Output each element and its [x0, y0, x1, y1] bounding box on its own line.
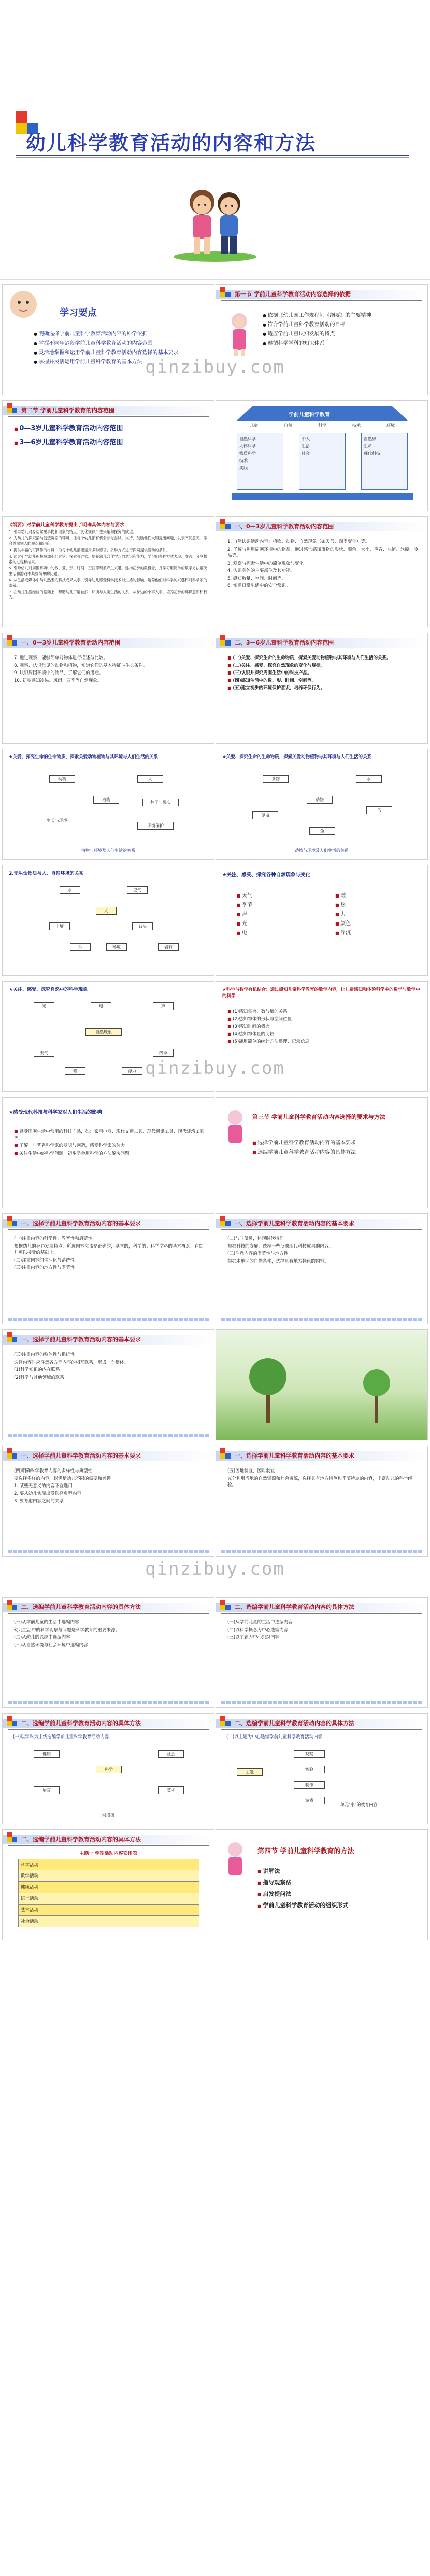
- doll-illustration-icon: [223, 1108, 247, 1150]
- slide-requirements-4: [2, 1446, 214, 1557]
- method-item: ■ 讲解法: [257, 1866, 419, 1877]
- method-item: ■ 指导观察法: [257, 1878, 419, 1888]
- range-item: ■ (三)认识并探究周围生活中的科技产品。: [227, 670, 419, 677]
- slide-animal-diagram: [216, 749, 428, 860]
- diagram-node: 动物: [307, 796, 333, 804]
- math-item: ■ (2)感知物体的形状与空间位置: [227, 1016, 419, 1023]
- network-node: 观察: [294, 1750, 325, 1758]
- page-remainder: [0, 1950, 430, 2576]
- diagram-node: 水: [60, 886, 80, 894]
- slide-requirements-5: [216, 1446, 428, 1557]
- slide-methods-1: [2, 1597, 214, 1708]
- title-accent-red: [16, 111, 27, 123]
- technology-item: ■ 了解一些著名科学家的发明与创造，感受科学家的伟大。: [14, 1143, 206, 1150]
- method-item: (三)以主题为中心组织内容: [227, 1635, 280, 1640]
- diagram-node: 人: [137, 775, 163, 783]
- math-item: ■ (5)能用简单的统计方法整理、记录信息: [227, 1039, 419, 1045]
- diagram-node: 自然现象: [85, 1028, 122, 1036]
- diagram-node: 种子与果实: [142, 799, 179, 806]
- requirement-item: 根据幼儿的身心发展特点，所选内容应该是正确的，基本的，科学的；科学学科的基本概念，在幼儿可以接受的基础上。: [14, 1243, 204, 1255]
- slide-heading: ★关爱、探究生命的生命物质，探索关爱动物植物与其环境与人们生活的关系: [222, 754, 372, 760]
- basis-item: ● 遵循科学学科的知识体系: [263, 340, 419, 348]
- pillar-item: 人体科学: [239, 444, 256, 449]
- slide-heading: ★关爱、探究生命的生命物质，探索关爱动物植物与其环境与人们生活的关系: [9, 754, 159, 760]
- slide-section3: [216, 1097, 428, 1208]
- phenomenon-item: ■ 力: [335, 910, 413, 919]
- network-node: 制作: [294, 1781, 325, 1789]
- watermark: qinzibuy.com: [145, 1058, 285, 1079]
- diagram-caption: 动物与环境及人们生活的关系: [295, 848, 349, 853]
- slide-section4: [216, 1829, 428, 1940]
- slide-heading: 第四节 学前儿童科学教育的方法: [257, 1847, 354, 1855]
- slide-range-3-6: [216, 633, 428, 744]
- slide-theme-network: [216, 1713, 428, 1824]
- learning-point: ● 掌握并灵活运用学前儿童科学教育的基本方法: [34, 358, 206, 367]
- requirement-item: (三)注意内容的季节性与地方性: [227, 1251, 289, 1256]
- diagram-node: 食物: [263, 775, 289, 783]
- slide-range-0-3-cont: [2, 633, 214, 744]
- range-item: 4. 认识身体的主要部位及其功能。: [227, 568, 295, 573]
- table-row: 语言活动: [18, 1893, 199, 1905]
- range-item: ■ 3—6岁儿童科学教育活动内容范围: [14, 437, 206, 450]
- slide-math-science: [216, 981, 428, 1092]
- slide-heading: 一、选择学前儿童科学教育活动内容的基本要求: [21, 1336, 141, 1343]
- diagram-node: 声: [153, 1002, 174, 1010]
- diagram-node: 昆虫: [252, 811, 278, 819]
- range-item: ■ (一)关爱、探究生命的生命物质，探索关爱动物植物与其环境与人们生活的关系。: [227, 655, 419, 662]
- outline-item: 5. 引导幼儿对周围环境中的数、量、形、时间、空间等现象产生兴趣，建构初步的数概念，并学习用简单的数学方法解决生活和游戏中某些简单的问题。: [9, 566, 207, 576]
- pillar-item: 生命: [364, 444, 372, 449]
- table-row: 健康活动: [18, 1882, 199, 1893]
- diagram-node: 沙: [70, 943, 91, 951]
- slide-section2: [2, 400, 214, 511]
- doll-illustration-icon: [223, 1840, 247, 1882]
- diagram-caption: 植物与环境及人们生活的关系: [81, 848, 135, 853]
- range-item: ■ (四)感知生活中的数、形、时间、空间等。: [227, 678, 419, 684]
- method-item: 幼儿生活中的科学现象与问题是科学教育的重要来源。: [14, 1627, 120, 1633]
- slide-heading: 第二节 学前儿童科学教育的内容范围: [21, 407, 114, 414]
- slide-natural-phenomena: [216, 865, 428, 976]
- slide-heading: 一、选择学前儿童科学教育活动内容的基本要求: [21, 1220, 141, 1227]
- slide-heading: 一、0—3岁儿童科学教育活动内容范围: [235, 523, 334, 530]
- range-item: 10. 初步感知冷热、风雨、四季等自然现象。: [14, 678, 102, 683]
- slide-phenomena-diagram: [2, 981, 214, 1092]
- outline-item: 6. 从生活或媒体中幼儿熟悉的科技成果入手，引导幼儿感受科学技术对生活的影响，培养他们对科学的兴趣和对科学家的崇敬。: [9, 578, 207, 588]
- range-item: 2. 了解与利用周围环境中的物品，通过感官感知事物的形状、颜色、大小、声音、味道、软硬、冷热等。: [227, 547, 418, 558]
- slide-heading: 一、选择学前儿童科学教育活动内容的基本要求: [21, 1452, 141, 1459]
- slide-outline-requirements: [2, 516, 214, 627]
- diagram-node: 人: [96, 907, 117, 915]
- requirement-item: (三)注重内容的整体性与系统性: [14, 1352, 75, 1357]
- tree-icon: [247, 1351, 289, 1423]
- range-item: ■ 0—3岁儿童科学教育活动内容范围: [14, 423, 206, 436]
- diagram-node: 生长与环境: [39, 817, 75, 824]
- slide-heading: 二、选编学前儿童科学教育活动内容的具体方法: [21, 1836, 141, 1843]
- requirement-item: 2. 要从幼儿实际出发选择典型内容: [14, 1491, 81, 1496]
- method-item: (一)从学前儿童的生活中选编内容: [227, 1620, 293, 1625]
- slide-heading: 二、选编学前儿童科学教育活动内容的具体方法: [235, 1720, 354, 1727]
- children-illustration-icon: [171, 179, 259, 262]
- range-item: 8. 观察、认识常见的动物和植物，知道它们的基本特征与生长条件。: [14, 663, 148, 668]
- slide-building-diagram: [216, 400, 428, 511]
- range-item: ■ (二)关注、感受、探究自然现象的变化与规律。: [227, 663, 419, 669]
- watermark: qinzibuy.com: [145, 357, 285, 377]
- phenomenon-item: ■ 浮沉: [335, 929, 413, 938]
- table-title: 主题一 学期活动内容安排表: [79, 1851, 137, 1856]
- outline-item: 7. 在幼儿生活经验的基础上，帮助幼儿了解自然、环境与人类生活的关系，从身边的小事入手，培养初步的环保意识和行为。: [9, 590, 207, 600]
- outline-item: 3. 提供丰富的可操作的材料，为每个幼儿都能运用多种感官、多种方式进行探索提供活动的条件。: [9, 548, 170, 553]
- slide-heading: 第三节 学前儿童科学教育活动内容选择的要求与方法: [252, 1114, 385, 1121]
- technology-item: ■ 关注生活中的科学问题，初步学会用科学的方法解决问题。: [14, 1151, 206, 1157]
- column-label: 科学: [318, 423, 326, 428]
- requirement-item: (二)注重内容的生活化与系统性: [14, 1257, 75, 1263]
- requirement-item: (二)与时俱进，体现时代特征: [227, 1236, 284, 1241]
- network-node: 科学: [96, 1766, 122, 1773]
- slide-heading: 第一节 学前儿童科学教育活动内容选择的依据: [235, 291, 351, 298]
- slide-heading: ★感受现代科技与科学家对人们生活的影响: [9, 1110, 102, 1115]
- network-node: 实验: [294, 1766, 325, 1773]
- method-item: (二)以科学概念为中心选编内容: [227, 1627, 289, 1633]
- network-node: 艺术: [158, 1786, 184, 1794]
- requirement-item: 1. 某些无意义的内容不宜选用: [14, 1483, 73, 1489]
- range-item: 1. 自然认识活动内容：植物、动物、自然现象（如天气、四季变化）等。: [227, 539, 370, 544]
- diagram-node: 岩石: [158, 943, 179, 951]
- method-item: ■ 学前儿童科学教育活动的组织形式: [257, 1900, 419, 1911]
- pillar-item: 自然科学: [239, 437, 256, 441]
- diagram-caption: 单元"水"的教育内容: [340, 1802, 378, 1807]
- phenomenon-item: ■ 颜色: [335, 919, 413, 929]
- math-item: ■ (1)感知集合、数与量的关系: [227, 1009, 419, 1015]
- slide-heading: 二、选编学前儿童科学教育活动内容的具体方法: [21, 1604, 141, 1611]
- range-item: ■ (五)建立初步的环境保护意识，培养环保行为。: [227, 685, 419, 692]
- phenomenon-item: ■ 天气: [237, 891, 314, 901]
- range-item: 3. 观察与探索生活中的简单现象与变化。: [227, 561, 308, 566]
- pillar-item: 个人: [302, 437, 310, 441]
- outline-item: 2. 为幼儿的探究活动创造宽松的环境，让每个幼儿都有机会参与尝试，支持、鼓励他们大胆提出问题，发表不同意见，学会尊重别人的观点和经验。: [9, 536, 207, 546]
- network-node: 社会: [158, 1750, 184, 1758]
- diagram-node: 水: [356, 775, 382, 783]
- slide-subheading: (二)以主题为中心选编学前儿童科学教育活动内容: [226, 1734, 323, 1740]
- learning-point: ● 灵活地掌握和运用学前儿童科学教育活动内容选择的基本要求: [34, 349, 206, 357]
- method-item: (二)从幼儿的兴趣中选编内容: [14, 1635, 70, 1640]
- pillar-item: 生活: [302, 444, 310, 449]
- requirement-item: (1)科学知识的内在联系: [14, 1367, 60, 1373]
- slide-heading: 二、选编学前儿童科学教育活动内容的具体方法: [235, 1604, 354, 1611]
- diagram-node: 土壤: [49, 922, 70, 930]
- requirement-item: 充分利用当地的自然资源和社会资源，选择具有地方特色和季节特点的内容，丰富幼儿的科学经验。: [227, 1476, 413, 1488]
- phenomenon-item: ■ 季节: [237, 901, 314, 910]
- slide-requirements-2: [216, 1213, 428, 1324]
- slide-subheading: (一)以学科为主线选编学前儿童科学教育活动内容: [13, 1734, 109, 1740]
- requirement-item: 根据科技的发展，选择一些反映现代科技成果的内容。: [227, 1243, 334, 1249]
- watermark: qinzibuy.com: [145, 1559, 285, 1579]
- diagram-node: 浮力: [122, 1067, 142, 1075]
- diagram-node: 环境保护: [137, 822, 174, 830]
- title-rule: [16, 155, 409, 156]
- diagram-node: 天气: [34, 1049, 54, 1057]
- phenomenon-item: ■ 光: [237, 919, 314, 929]
- table-row: 科学活动: [18, 1859, 199, 1870]
- title-accent-yellow: [16, 123, 27, 134]
- learning-point: ● 掌握不同年龄段学前儿童科学教育活动的内容范围: [34, 340, 206, 348]
- basis-item: ● 依据《幼儿园工作规程》、《纲要》的主要精神: [263, 312, 419, 320]
- page-title: 幼儿科学教育活动的内容和方法: [26, 132, 317, 155]
- learning-points-heading: 学习要点: [60, 307, 97, 318]
- slide-requirements-1: [2, 1213, 214, 1324]
- pillar-item: 现代科技: [364, 451, 380, 456]
- diagram-node: 四季: [153, 1049, 174, 1057]
- requirement-item: 要选择多样的内容，以满足幼儿不同的需要和兴趣。: [14, 1476, 116, 1481]
- diagram-node: 磁: [65, 1067, 85, 1075]
- requirement-item: 3. 要考虑内容之间的关系: [14, 1499, 64, 1504]
- table-row: 艺术活动: [18, 1905, 199, 1916]
- slide-heading: ★关注、感受、探究各种自然现象与变化: [222, 872, 311, 878]
- column-label: 环境: [386, 423, 395, 428]
- outline-item: 1. 引导幼儿对身边常见事物和现象的特点、变化规律产生兴趣和探究的欲望。: [9, 529, 137, 534]
- table-row: 数学活动: [18, 1870, 199, 1882]
- range-item: 9. 认识周围环境中的物品，了解它们的用途。: [14, 670, 104, 676]
- slide-technology: [2, 1097, 214, 1208]
- range-item: 7. 通过观察，能够简单对物体进行描述与比较。: [14, 655, 108, 661]
- phenomenon-item: ■ 磁: [335, 891, 413, 901]
- diagram-node: 鱼: [309, 827, 335, 835]
- slide-heading: 二、选编学前儿童科学教育活动内容的具体方法: [21, 1720, 141, 1727]
- requirement-item: 根据本地区的自然条件，选择具有地方特色的内容。: [227, 1258, 329, 1264]
- diagram-caption: 网络图: [102, 1813, 114, 1817]
- requirement-item: (三)注重内容的地方性与季节性: [14, 1265, 75, 1270]
- network-node: 游戏: [294, 1797, 325, 1804]
- slide-nonliving-diagram: [2, 865, 214, 976]
- requirement-item: (一)注重内容的科学性、教育性和启蒙性: [14, 1236, 93, 1241]
- diagram-node: 鸟: [366, 806, 392, 814]
- range-item: 5. 感知数量、空间、时间等。: [227, 576, 286, 581]
- title-slide: [0, 0, 430, 280]
- diagram-node: 光: [34, 1002, 54, 1010]
- network-node: 健康: [34, 1750, 60, 1758]
- slide-landscape: [216, 1329, 428, 1440]
- table-row: 社会活动: [18, 1916, 199, 1927]
- requirement-item: (2)科学与其他领域的联系: [14, 1375, 65, 1380]
- requirement-item: (五)因地制宜，因时制宜: [227, 1468, 275, 1474]
- section3-item: ■ 选择学前儿童科学教育活动内容的基本要求: [252, 1139, 419, 1147]
- network-node: 主题: [237, 1768, 263, 1776]
- column-label: 技术: [352, 423, 361, 428]
- slide-heading: 《纲要》对学前儿童科学教育提出了明确具体内容与要求: [8, 523, 125, 528]
- slide-heading: 一、选择学前儿童科学教育活动内容的基本要求: [235, 1220, 354, 1227]
- learning-point: ● 明确选择学前儿童科学教育活动内容的科学依据: [34, 330, 206, 339]
- section3-item: ■ 选编学前儿童科学教育活动内容的具体方法: [252, 1149, 419, 1157]
- baby-photo-icon: [8, 289, 39, 320]
- slide-heading: ★科学与数学有机结合：通过感知儿童科学教育的数学内容，让儿童感知和体验科学中的数学与数学中的科学: [222, 987, 420, 999]
- slide-schedule-table: [2, 1829, 214, 1940]
- slide-methods-2: [216, 1597, 428, 1708]
- math-item: ■ (4)感知物体量的比较: [227, 1031, 419, 1038]
- title-rule-thin: [16, 157, 409, 158]
- phenomenon-item: ■ 热: [335, 901, 413, 910]
- slide-heading: 2.无生命物质与人、自然环境的关系: [9, 871, 84, 876]
- slide-section1: [216, 284, 428, 395]
- math-item: ■ (3)感知时间的概念: [227, 1024, 419, 1030]
- diagram-title: 学前儿童科学教育: [289, 412, 330, 418]
- technology-item: ■ 感受周围生活中常用的科技产品，如：家用电器、现代交通工具、现代通讯工具、现代建筑工具等。: [14, 1129, 206, 1142]
- doll-illustration-icon: [226, 311, 252, 357]
- slide-learning-points: [2, 284, 214, 395]
- phenomenon-item: ■ 电: [237, 929, 314, 938]
- pillar-item: 自然界: [364, 437, 376, 441]
- pillar-item: 物质科学: [239, 451, 256, 456]
- tree-icon: [361, 1361, 392, 1423]
- slide-subject-network: [2, 1713, 214, 1824]
- slide-heading: 一、0—3岁儿童科学教育活动内容范围: [21, 639, 121, 646]
- slide-heading: 一、选择学前儿童科学教育活动内容的基本要求: [235, 1452, 354, 1459]
- method-item: (三)从自然环境与社会环境中选编内容: [14, 1642, 88, 1648]
- method-item: ■ 启发提问法: [257, 1889, 419, 1899]
- slide-range-0-3: [216, 516, 428, 627]
- basis-item: ● 符合学前儿童科学教育活动的目标: [263, 321, 419, 329]
- method-item: (一)从学前儿童的生活中选编内容: [14, 1620, 79, 1625]
- diagram-node: 石头: [132, 922, 153, 930]
- basis-item: ● 适应学前儿童认知发展的特点: [263, 330, 419, 339]
- diagram-node: 动物: [49, 775, 75, 783]
- column-label: 儿童: [250, 423, 258, 428]
- diagram-node: 空气: [127, 886, 148, 894]
- diagram-node: 电: [91, 1002, 111, 1010]
- pillar-item: 技术: [239, 458, 248, 463]
- diagram-base: [232, 493, 413, 500]
- diagram-node: 植物: [93, 796, 119, 804]
- requirement-item: 选择内容时应注意各方面内容的相互联系，形成一个整体。: [14, 1360, 129, 1365]
- slide-heading: ★关注、感受、探究自然中的科学现象: [9, 987, 88, 992]
- range-item: 6. 知道日常生活中的安全常识。: [227, 583, 291, 589]
- outline-item: 4. 通过引导幼儿积极参加小组讨论、探索等方式，培养幼儿合作学习的意识和能力，学习用多种方式表现、交流、分享探索的过程和结果。: [9, 554, 207, 565]
- slide-requirements-3: [2, 1329, 214, 1440]
- diagram-node: 环境: [106, 943, 127, 951]
- requirement-item: (四)明确科学教育内容的多样性与典型性: [14, 1468, 93, 1474]
- phenomenon-item: ■ 声: [237, 910, 314, 919]
- slide-heading: 二、3—6岁儿童科学教育活动内容范围: [235, 639, 334, 646]
- pillar-item: 实践: [239, 466, 248, 470]
- pillar-item: 社会: [302, 451, 310, 456]
- slide-plant-diagram: [2, 749, 214, 860]
- network-node: 语言: [34, 1786, 60, 1794]
- column-label: 自然: [284, 423, 292, 428]
